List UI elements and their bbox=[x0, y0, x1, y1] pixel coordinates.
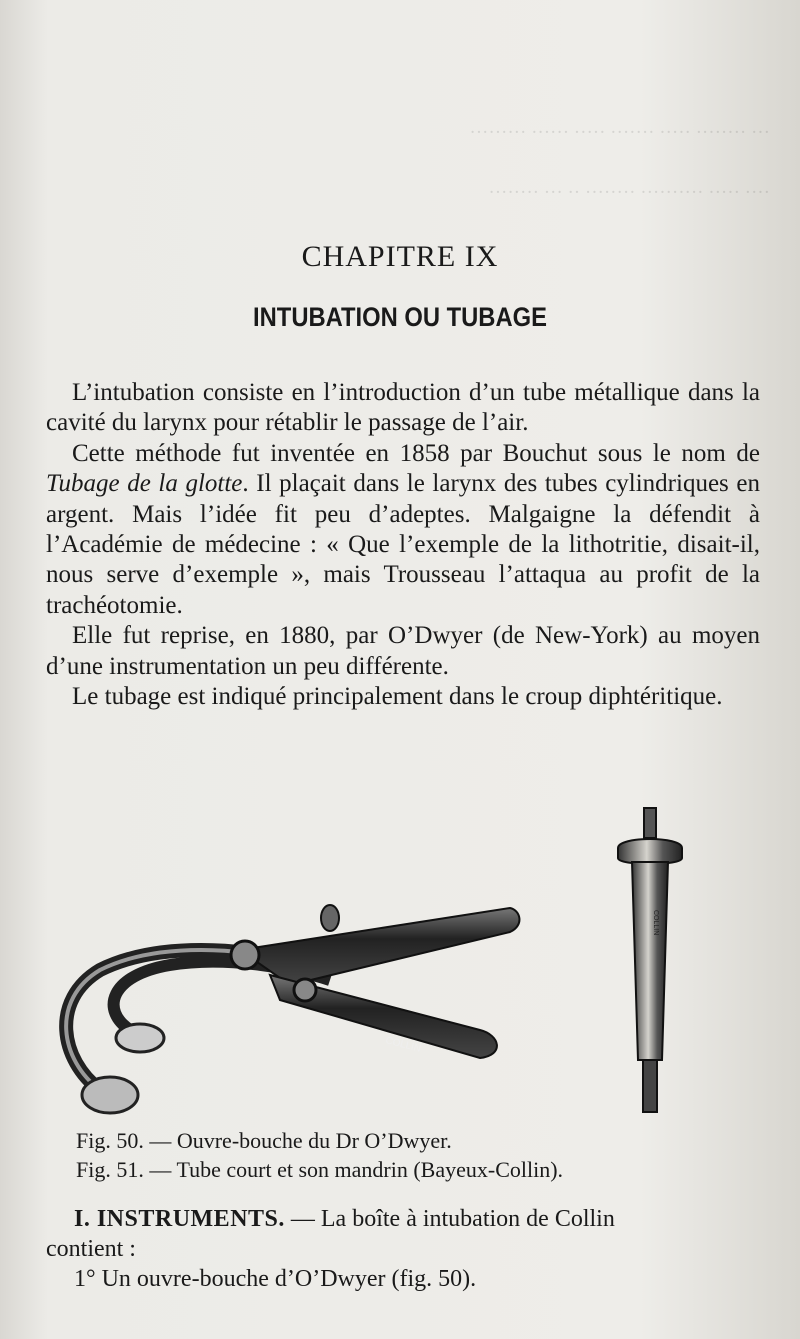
figure-captions bbox=[76, 1126, 776, 1184]
engraving bbox=[40, 800, 760, 1120]
instruments-text: — La boîte à intubation de Collin bbox=[284, 1206, 615, 1232]
mouth-gag-mark: COLLIN bbox=[384, 1035, 422, 1055]
chapter-number: CHAPITRE IX bbox=[301, 240, 499, 273]
paragraph bbox=[46, 439, 760, 621]
instrument-item: 1° Un ouvre-bouche d’O’Dwyer (fig. 50). bbox=[74, 1266, 477, 1292]
show-through-text: ··· ········ ····· ······· ····· ······ ········· bbox=[469, 122, 770, 143]
paragraph: L’intubation consiste en l’introduction d’un tube métallique dans la cavité du larynx pour rétablir le passage de l’air. bbox=[46, 379, 760, 437]
show-through-text: ···· ····· ·········· ········ ·· ··· ········ bbox=[488, 182, 770, 203]
paragraph: Le tubage est indiqué principalement dans le croup diphtéritique. bbox=[72, 683, 723, 711]
body-text bbox=[46, 378, 760, 712]
paragraph-text: . Il plaçait dans le larynx des tubes cylindriques en argent. Mais l’idée fit peu d’adeptes. Malgaigne la défendit à l’Académie de médecine : « Que l’exemple de la lithotritie, disait-il, nous serve d’exemple », mais Trousseau l’attaqua au profit de la trachéotomie. bbox=[46, 470, 760, 619]
paragraph-text: Cette méthode fut inventée en 1858 par Bouchut sous le nom de bbox=[72, 439, 760, 467]
instruments-line bbox=[46, 1204, 766, 1234]
tube-illustration bbox=[618, 808, 682, 1112]
figure-illustrations bbox=[40, 800, 760, 1120]
caption-fig-50: Fig. 50. — Ouvre-bouche du Dr O’Dwyer. bbox=[76, 1128, 452, 1153]
instruments-heading: I. INSTRUMENTS. bbox=[74, 1206, 285, 1232]
italic-term: Tubage de la glotte bbox=[46, 470, 243, 498]
tube-mark: COLLIN bbox=[652, 910, 659, 936]
instruments-section bbox=[46, 1204, 766, 1294]
chapter-title: INTUBATION OU TUBAGE bbox=[253, 302, 547, 332]
caption-fig-51: Fig. 51. — Tube court et son mandrin (Bayeux-Collin). bbox=[76, 1157, 564, 1182]
instruments-line: contient : bbox=[46, 1236, 136, 1262]
mouth-gag-illustration bbox=[66, 905, 519, 1113]
paragraph: Elle fut reprise, en 1880, par O’Dwyer (de New-York) au moyen d’une instrumentation un peu différente. bbox=[46, 622, 760, 680]
